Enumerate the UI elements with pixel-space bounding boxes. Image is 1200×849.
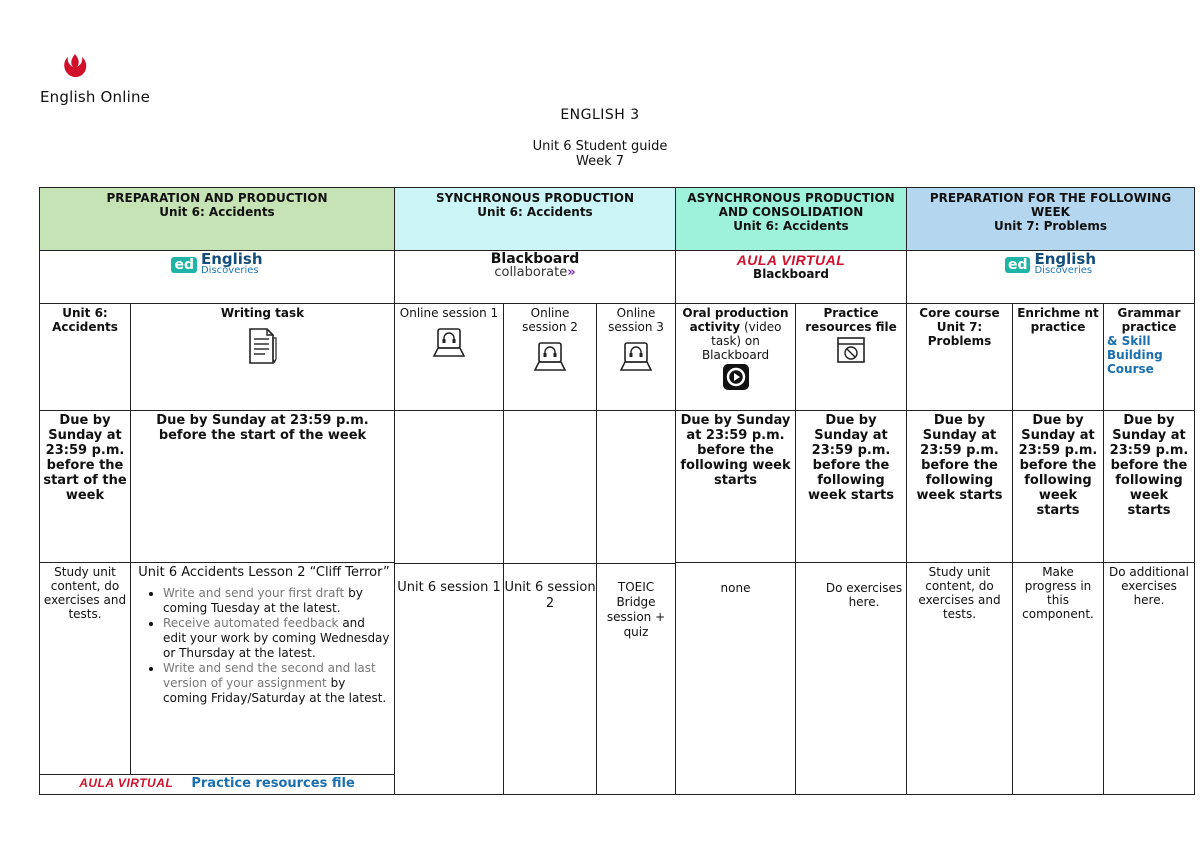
english-discoveries-logo-2[interactable] <box>1005 250 1097 277</box>
do-exercises-link[interactable]: Do exercises here. <box>825 581 903 609</box>
core-course-cell: Core course Unit 7: Problems <box>907 304 1013 411</box>
next-unit: Unit 7: Problems <box>993 219 1108 233</box>
english-discoveries-logo[interactable] <box>171 250 263 277</box>
bb-logo-cell <box>395 251 676 304</box>
online-session-2-due-cell <box>504 411 597 795</box>
online-session-laptop-icon[interactable] <box>432 326 466 360</box>
due-enrich: Due by Sunday at 23:59 p.m. before the following week starts <box>1013 411 1104 563</box>
lesson-step: • Write and send your first draft by coming Tuesday at the latest. <box>163 586 391 616</box>
due-oral: Due by Sunday at 23:59 p.m. before the following week starts <box>676 411 796 563</box>
sync-unit: Unit 6: Accidents <box>477 205 593 219</box>
lesson-step: • Write and send the second and last version of your assignment by coming Friday/Saturday at the latest. <box>163 661 391 706</box>
grammar-content-cell: Do additional exercises here. <box>1104 563 1195 795</box>
practice-resources-cell <box>796 304 907 411</box>
practice-resources-label: Practice resources file <box>805 306 897 334</box>
ed-logo-cell-2 <box>907 251 1195 304</box>
online-session-2-label: Online session 2 <box>522 306 578 334</box>
online-session-laptop-icon[interactable] <box>533 340 567 374</box>
aula-virtual-logo[interactable]: AULA VIRTUAL <box>736 252 846 268</box>
ed-logo-sub: Discoveries <box>1034 265 1093 276</box>
week-label: Week 7 <box>575 154 625 169</box>
brand-label: English Online <box>40 88 151 106</box>
ed-logo-name: English <box>1034 250 1097 268</box>
practice-resources-link[interactable]: Practice resources file <box>191 776 355 791</box>
prep-header <box>40 188 395 251</box>
enrich-content-cell: Make progress in this component. <box>1013 563 1104 795</box>
session-1-content: Unit 6 session 1 <box>397 580 501 595</box>
aula-sub: Blackboard <box>753 267 829 281</box>
web-page-icon[interactable] <box>836 336 866 364</box>
course-title: ENGLISH 3 <box>560 107 640 123</box>
online-session-1-due-cell <box>395 411 504 795</box>
ed-logo-cell <box>40 251 395 304</box>
enrichment-cell: Enrichme nt practice <box>1013 304 1104 411</box>
online-session-1-cell <box>395 304 504 411</box>
bb-name: Blackboard <box>490 251 580 267</box>
oral-production-cell <box>676 304 796 411</box>
session-2-content: Unit 6 session 2 <box>504 580 596 611</box>
online-session-laptop-icon[interactable] <box>619 340 653 374</box>
study-content-cell: Study unit content, do exercises and tests. <box>40 563 131 775</box>
oral-production-detail: (video task) on Blackboard <box>701 320 782 362</box>
due-core: Due by Sunday at 23:59 p.m. before the following week starts <box>907 411 1013 563</box>
do-exercises-cell <box>796 563 907 795</box>
blackboard-collaborate-logo[interactable] <box>398 253 672 279</box>
async-title: ASYNCHRONOUS PRODUCTION AND CONSOLIDATION <box>687 191 895 219</box>
sync-header <box>395 188 676 251</box>
schedule-table <box>39 187 1195 795</box>
aula-logo-cell <box>676 251 907 304</box>
lesson-step: • Receive automated feedback and edit your work by coming Wednesday or Thursday at the latest. <box>163 616 391 661</box>
online-session-2-cell <box>504 304 597 411</box>
ed-logo-mark: ed <box>171 257 197 273</box>
online-session-3-due-cell <box>597 411 676 795</box>
prep-unit: Unit 6: Accidents <box>159 205 275 219</box>
core-content-cell: Study unit content, do exercises and tests. <box>907 563 1013 795</box>
async-unit: Unit 6: Accidents <box>733 219 849 233</box>
footer-cell <box>40 775 395 795</box>
due-unit6: Due by Sunday at 23:59 p.m. before the start of the week <box>40 411 131 563</box>
skill-building-link[interactable]: & Skill Building Course <box>1107 334 1163 376</box>
online-session-1-label: Online session 1 <box>399 306 499 320</box>
lesson-title: Unit 6 Accidents Lesson 2 “Cliff Terror” <box>138 565 390 580</box>
session-3-content: TOEIC Bridge session + quiz <box>606 580 666 639</box>
next-title: PREPARATION FOR THE FOLLOWING WEEK <box>929 191 1172 219</box>
unit6-cell: Unit 6: Accidents <box>40 304 131 411</box>
guide-subtitle: Unit 6 Student guide <box>532 139 668 154</box>
next-header <box>907 188 1195 251</box>
ed-logo-name: English <box>200 250 263 268</box>
lesson-cell <box>131 563 395 775</box>
online-session-3-label: Online session 3 <box>608 306 664 334</box>
aula-virtual-footer-logo: AULA VIRTUAL <box>79 776 174 790</box>
prep-title: PREPARATION AND PRODUCTION <box>106 191 328 205</box>
writing-document-icon <box>245 326 281 366</box>
oral-production-label: Oral production activity <box>682 306 789 334</box>
sync-title: SYNCHRONOUS PRODUCTION <box>435 191 635 205</box>
lesson-steps <box>137 586 391 706</box>
writing-task-label: Writing task <box>220 306 305 320</box>
play-video-icon[interactable] <box>723 364 749 390</box>
grammar-cell <box>1104 304 1195 411</box>
none-label: none <box>720 581 751 595</box>
writing-task-cell <box>131 304 395 411</box>
chevron-right-icon: » <box>567 265 576 280</box>
async-header <box>676 188 907 251</box>
upc-logo-icon <box>58 50 92 84</box>
due-practice: Due by Sunday at 23:59 p.m. before the following week starts <box>796 411 907 563</box>
due-grammar: Due by Sunday at 23:59 p.m. before the following week starts <box>1104 411 1195 563</box>
due-writing: Due by Sunday at 23:59 p.m. before the start of the week <box>131 411 395 563</box>
grammar-label: Grammar practice <box>1117 306 1181 334</box>
bb-sub: collaborate <box>494 265 568 280</box>
online-session-3-cell <box>597 304 676 411</box>
ed-logo-sub: Discoveries <box>200 265 259 276</box>
ed-logo-mark: ed <box>1005 257 1031 273</box>
guide-title <box>0 139 1200 169</box>
none-cell <box>676 563 796 795</box>
